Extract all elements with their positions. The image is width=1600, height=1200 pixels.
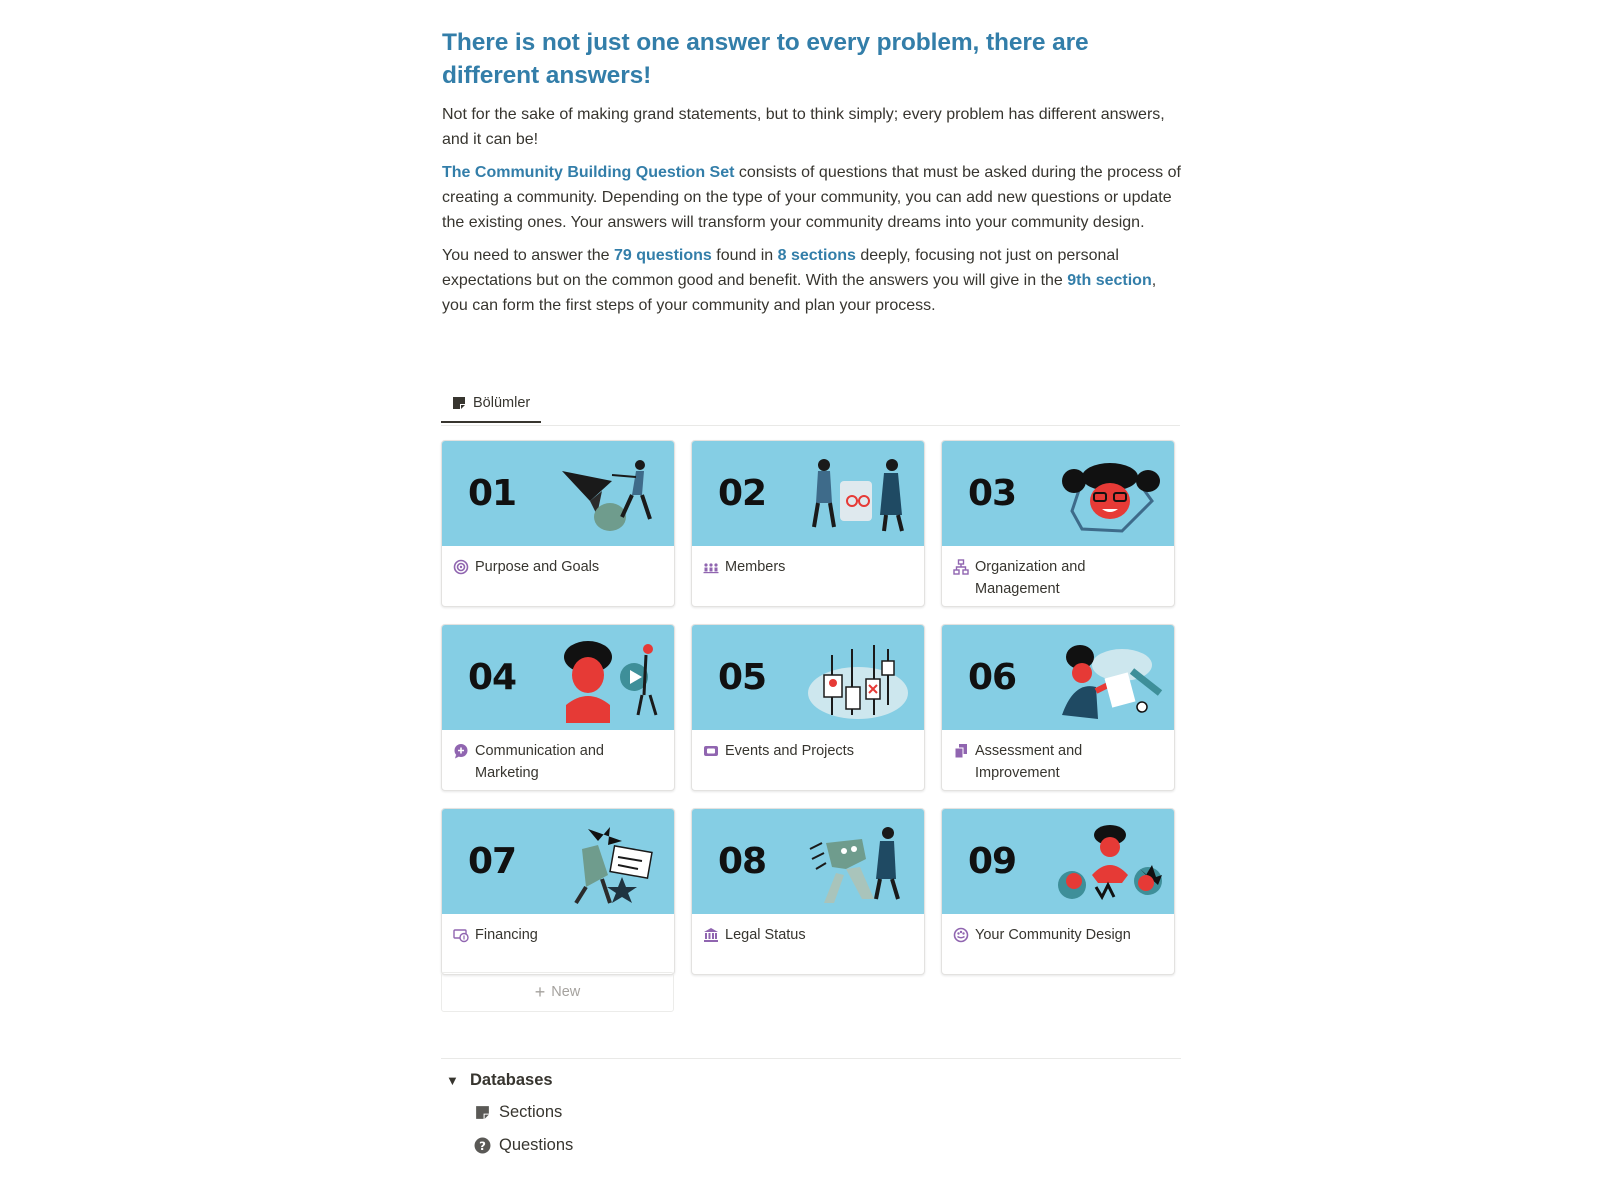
card-title: Communication and Marketing bbox=[475, 743, 604, 781]
question-icon bbox=[474, 1137, 491, 1154]
people-icon bbox=[703, 559, 719, 575]
instructions-text-3: deeply, focusing not just on personal expectations but on the common good and benefit. With the answers you will give in the bbox=[442, 247, 1119, 289]
hierarchy-icon bbox=[953, 559, 969, 575]
community-design-illustration bbox=[1052, 819, 1164, 907]
communication-illustration bbox=[552, 635, 664, 723]
card-section-01[interactable] bbox=[441, 440, 675, 607]
card-cover bbox=[442, 809, 674, 914]
card-title-row bbox=[692, 546, 924, 578]
card-section-09[interactable] bbox=[941, 808, 1175, 975]
card-number: 03 bbox=[968, 473, 1017, 514]
documents-icon bbox=[953, 743, 969, 759]
card-title-row bbox=[442, 546, 674, 578]
card-title: Organization and Management bbox=[975, 559, 1086, 597]
face-illustration bbox=[1052, 451, 1164, 539]
plus-icon: + bbox=[534, 982, 546, 1002]
paper-plane-illustration bbox=[552, 451, 664, 539]
card-title-row bbox=[442, 730, 674, 784]
card-cover bbox=[442, 441, 674, 546]
databases-toggle[interactable] bbox=[446, 1071, 553, 1090]
ticket-icon bbox=[703, 743, 719, 759]
card-section-04[interactable] bbox=[441, 624, 675, 791]
card-section-02[interactable] bbox=[691, 440, 925, 607]
events-illustration bbox=[802, 635, 914, 723]
card-title: Assessment and Improvement bbox=[975, 743, 1083, 781]
card-title: Financing bbox=[475, 927, 538, 943]
chat-icon bbox=[453, 743, 469, 759]
card-title: Your Community Design bbox=[975, 927, 1131, 943]
database-link-label: Sections bbox=[499, 1103, 563, 1121]
target-icon bbox=[453, 559, 469, 575]
questions-count-link[interactable]: 79 questions bbox=[613, 247, 712, 264]
card-cover bbox=[692, 625, 924, 730]
sections-count-link[interactable]: 8 sections bbox=[777, 247, 856, 264]
card-cover bbox=[692, 809, 924, 914]
divider bbox=[441, 1058, 1181, 1059]
card-cover bbox=[442, 625, 674, 730]
card-section-03[interactable] bbox=[941, 440, 1175, 607]
new-label: New bbox=[551, 984, 581, 1000]
card-title-row bbox=[942, 914, 1174, 946]
bank-icon bbox=[703, 927, 719, 943]
card-cover bbox=[692, 441, 924, 546]
databases-label: Databases bbox=[470, 1071, 553, 1089]
triangle-down-icon: ▼ bbox=[446, 1073, 459, 1088]
database-icon bbox=[451, 395, 467, 411]
database-icon bbox=[474, 1104, 491, 1121]
intro-paragraph: Not for the sake of making grand statements, but to think simply; every problem has different answers, and it can be! bbox=[442, 106, 1165, 148]
card-title: Purpose and Goals bbox=[475, 559, 600, 575]
description-text: consists of questions that must be asked during the process of creating a community. Depending on the type of your community, you can add new questions or update the existing ones. Your answers will transform your community dreams into your community design. bbox=[442, 164, 1181, 231]
instructions-paragraph bbox=[442, 243, 1182, 318]
page-heading: There is not just one answer to every problem, there are different answers! bbox=[442, 29, 1089, 89]
assessment-illustration bbox=[1052, 635, 1164, 723]
svg-text:?: ? bbox=[479, 1138, 486, 1153]
card-number: 02 bbox=[718, 473, 767, 514]
database-link-label: Questions bbox=[499, 1136, 574, 1154]
card-title-row bbox=[692, 730, 924, 762]
card-section-06[interactable] bbox=[941, 624, 1175, 791]
card-title-row bbox=[942, 546, 1174, 600]
card-title-row bbox=[442, 914, 674, 946]
instructions-text-2: found in bbox=[711, 247, 778, 264]
card-cover bbox=[942, 441, 1174, 546]
description-paragraph bbox=[442, 160, 1182, 235]
card-number: 04 bbox=[468, 657, 517, 698]
view-tabs bbox=[441, 385, 1180, 426]
card-section-07[interactable] bbox=[441, 808, 675, 975]
card-section-08[interactable] bbox=[691, 808, 925, 975]
card-cover bbox=[942, 809, 1174, 914]
money-icon bbox=[453, 927, 469, 943]
card-number: 07 bbox=[468, 841, 517, 882]
question-set-link[interactable]: The Community Building Question Set bbox=[442, 164, 735, 181]
card-title: Events and Projects bbox=[725, 743, 854, 759]
new-card-button[interactable] bbox=[441, 972, 674, 1012]
card-number: 06 bbox=[968, 657, 1017, 698]
card-number: 08 bbox=[718, 841, 767, 882]
ninth-section-link[interactable]: 9th section bbox=[1067, 272, 1152, 289]
card-number: 01 bbox=[468, 473, 517, 514]
page-content bbox=[442, 26, 1182, 326]
tab-label: Bölümler bbox=[473, 395, 531, 411]
card-number: 05 bbox=[718, 657, 767, 698]
palette-icon bbox=[953, 927, 969, 943]
card-number: 09 bbox=[968, 841, 1017, 882]
database-link-sections[interactable] bbox=[474, 1103, 562, 1122]
card-title-row bbox=[942, 730, 1174, 784]
database-link-questions[interactable] bbox=[474, 1136, 573, 1155]
financing-illustration bbox=[552, 819, 664, 907]
card-title: Members bbox=[725, 559, 786, 575]
legal-illustration bbox=[802, 819, 914, 907]
card-title: Legal Status bbox=[725, 927, 806, 943]
instructions-text-4: , you can form the first steps of your community and plan your process. bbox=[442, 272, 1157, 314]
tab-bolumler[interactable] bbox=[441, 385, 541, 423]
people-illustration bbox=[802, 451, 914, 539]
card-section-05[interactable] bbox=[691, 624, 925, 791]
card-title-row bbox=[692, 914, 924, 946]
instructions-text-1: You need to answer the bbox=[442, 247, 614, 264]
card-cover bbox=[942, 625, 1174, 730]
